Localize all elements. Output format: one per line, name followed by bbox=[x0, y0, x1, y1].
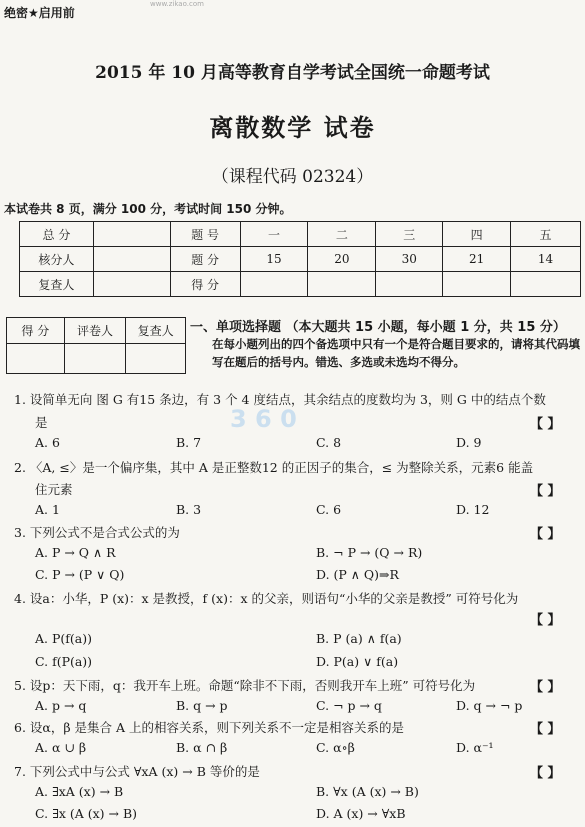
course-code: （课程代码 02324） bbox=[211, 167, 374, 187]
score-cell: 复查人 bbox=[20, 272, 94, 297]
site-logo: 3 6 0 bbox=[230, 405, 297, 433]
option-c: C. α∘β bbox=[316, 740, 355, 755]
grader-cell bbox=[64, 344, 126, 374]
section-title: 一、单项选择题 （本大题共 15 小题，每小题 1 分，共 15 分） bbox=[190, 320, 566, 335]
option-b: B. 3 bbox=[176, 502, 202, 517]
option-d: D. 12 bbox=[456, 502, 490, 517]
question-1-cont: 是 bbox=[35, 415, 48, 430]
question-2-cont: 住元素 bbox=[35, 482, 73, 497]
question-5: 5. 设p：天下雨，q：我开车上班。命题“除非不下雨，否则我开车上班” 可符号化为 bbox=[14, 678, 476, 693]
score-cell: 核分人 bbox=[20, 247, 94, 272]
option-a: A. p → q bbox=[35, 698, 87, 713]
score-row-total bbox=[20, 222, 581, 247]
answer-bracket: 【 】 bbox=[530, 766, 561, 781]
option-d: D. q → ¬ p bbox=[456, 698, 523, 713]
grader-header: 评卷人 bbox=[64, 318, 126, 344]
answer-bracket: 【 】 bbox=[530, 527, 561, 542]
option-b: B. ¬ P → (Q → R) bbox=[316, 545, 423, 560]
option-b: B. P (a) ∧ f(a) bbox=[316, 631, 402, 646]
score-cell: 14 bbox=[511, 247, 581, 272]
option-b: B. α ∩ β bbox=[176, 740, 228, 755]
answer-bracket: 【 】 bbox=[530, 722, 561, 737]
score-cell: 得 分 bbox=[170, 272, 240, 297]
score-cell bbox=[376, 272, 443, 297]
subject-title: 离散数学 试卷 bbox=[209, 113, 376, 142]
score-cell bbox=[93, 247, 170, 272]
watermark: www.zikao.com bbox=[150, 0, 204, 8]
score-row-points bbox=[20, 247, 581, 272]
score-cell bbox=[308, 272, 376, 297]
option-c: C. ∃x (A (x) → B) bbox=[35, 806, 138, 821]
answer-bracket: 【 】 bbox=[530, 613, 561, 628]
question-1: 1. 设简单无向 图 G 有15 条边，有 3 个 4 度结点，其余结点的度数均为 3，则 G 中的结点个数 bbox=[14, 392, 546, 407]
question-6: 6. 设α，β 是集合 A 上的相容关系，则下列关系不一定是相容关系的是 bbox=[14, 720, 405, 735]
option-c: C. f(P(a)) bbox=[35, 654, 93, 669]
option-d: D. 9 bbox=[456, 435, 482, 450]
score-cell: 15 bbox=[240, 247, 308, 272]
score-cell: 21 bbox=[443, 247, 511, 272]
answer-bracket: 【 】 bbox=[530, 680, 561, 695]
exam-intro: 本试卷共 8 页，满分 100 分，考试时间 150 分钟。 bbox=[4, 202, 292, 216]
option-d: D. α⁻¹ bbox=[456, 740, 494, 755]
score-cell: 一 bbox=[240, 222, 308, 247]
answer-bracket: 【 】 bbox=[530, 417, 561, 432]
score-table bbox=[19, 221, 581, 297]
option-b: B. q → p bbox=[176, 698, 228, 713]
grader-header: 复查人 bbox=[126, 318, 186, 344]
exam-title: 2015 年 10 月高等教育自学考试全国统一命题考试 bbox=[95, 63, 490, 83]
question-3: 3. 下列公式不是合式公式的为 bbox=[14, 525, 180, 540]
score-cell: 题 分 bbox=[170, 247, 240, 272]
answer-bracket: 【 】 bbox=[530, 484, 561, 499]
score-cell: 三 bbox=[376, 222, 443, 247]
option-a: A. 6 bbox=[35, 435, 60, 450]
question-7: 7. 下列公式中与公式 ∀xA (x) → B 等价的是 bbox=[14, 764, 260, 779]
grader-table bbox=[6, 317, 186, 374]
option-a: A. 1 bbox=[35, 502, 60, 517]
option-a: A. α ∪ β bbox=[35, 740, 87, 755]
option-b: B. ∀x (A (x) → B) bbox=[316, 784, 419, 799]
score-cell: 30 bbox=[376, 247, 443, 272]
option-a: A. P(f(a)) bbox=[35, 631, 92, 646]
score-cell bbox=[93, 222, 170, 247]
score-cell: 五 bbox=[511, 222, 581, 247]
option-a: A. ∃xA (x) → B bbox=[35, 784, 124, 799]
score-cell: 四 bbox=[443, 222, 511, 247]
option-d: D. P(a) ∨ f(a) bbox=[316, 654, 399, 669]
score-cell: 题 号 bbox=[170, 222, 240, 247]
score-cell bbox=[240, 272, 308, 297]
option-c: C. P → (P ∨ Q) bbox=[35, 567, 125, 582]
option-d: D. A (x) → ∀xB bbox=[316, 806, 406, 821]
grader-cell bbox=[126, 344, 186, 374]
secret-label: 绝密★启用前 bbox=[4, 6, 75, 20]
score-cell bbox=[443, 272, 511, 297]
option-a: A. P → Q ∧ R bbox=[35, 545, 116, 560]
grader-cell bbox=[7, 344, 65, 374]
section-instructions: 在每小题列出的四个备选项中只有一个是符合题目要求的，请将其代码填写在题后的括号内。错选、多选或未选均不得分。 bbox=[212, 337, 580, 369]
option-b: B. 7 bbox=[176, 435, 202, 450]
score-row-scored bbox=[20, 272, 581, 297]
option-c: C. 6 bbox=[316, 502, 342, 517]
score-cell: 总 分 bbox=[20, 222, 94, 247]
question-4: 4. 设a：小华，P (x)：x 是教授，f (x)：x 的父亲，则语句“小华的父亲是教授” 可符号化为 bbox=[14, 591, 519, 606]
score-cell bbox=[511, 272, 581, 297]
option-c: C. 8 bbox=[316, 435, 342, 450]
grader-header: 得 分 bbox=[7, 318, 65, 344]
option-c: C. ¬ p → q bbox=[316, 698, 382, 713]
score-cell: 20 bbox=[308, 247, 376, 272]
score-cell: 二 bbox=[308, 222, 376, 247]
score-cell bbox=[93, 272, 170, 297]
question-2: 2. 〈A, ≤〉是一个偏序集，其中 A 是正整数12 的正因子的集合，≤ 为整除关系，元素6 能盖 bbox=[14, 460, 534, 475]
option-d: D. (P ∧ Q)⇒R bbox=[316, 567, 399, 582]
